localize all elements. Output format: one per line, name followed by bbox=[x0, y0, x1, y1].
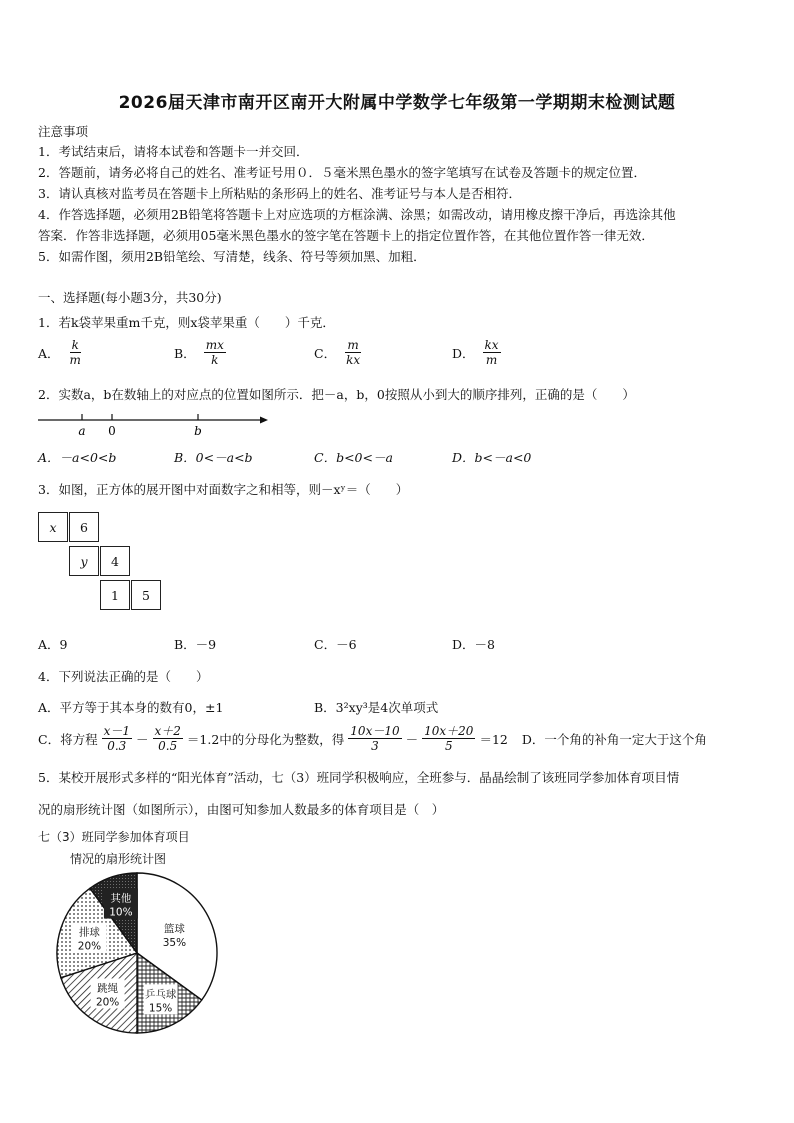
pie-value-label: 10% bbox=[109, 906, 133, 919]
net-cell: 5 bbox=[131, 580, 161, 610]
notice-item: 5．如需作图，须用2B铅笔绘、写清楚，线条、符号等须加黑、加粗． bbox=[38, 249, 426, 264]
option-text: ＝1.2中的分母化为整数，得 bbox=[186, 731, 345, 747]
numerator: kx bbox=[484, 338, 499, 352]
notice-item: 3．请认真核对监考员在答题卡上所粘贴的条形码上的姓名、准考证号与本人是否相符． bbox=[38, 186, 521, 201]
question-5-stem-cont: 况的扇形统计图（如图所示），由图可知参加人数最多的体育项目是（ ） bbox=[38, 802, 445, 817]
fraction bbox=[483, 338, 501, 367]
question-4-stem: 4．下列说法正确的是（ ） bbox=[38, 669, 209, 684]
pie-chart bbox=[52, 868, 222, 1038]
numerator: k bbox=[71, 338, 79, 352]
q2-option-c: C．b<0<－a bbox=[314, 450, 393, 465]
pie-category-label: 跳绳 bbox=[97, 982, 119, 995]
q2-option-a: A．－a<0<b bbox=[38, 450, 117, 465]
net-cell: y bbox=[69, 546, 99, 576]
fraction bbox=[153, 724, 183, 753]
chart-title-line1: 七（3）班同学参加体育项目 bbox=[38, 830, 190, 844]
minus-sign: － bbox=[405, 731, 419, 747]
numerator: 10x＋20 bbox=[424, 724, 474, 738]
question-2-stem: 2．实数a，b在数轴上的对应点的位置如图所示．把－a，b，0按照从小到大的顺序排列，正确的是（ ） bbox=[38, 387, 635, 402]
net-cell: 1 bbox=[100, 580, 130, 610]
option-label: C． bbox=[314, 345, 337, 361]
fraction bbox=[102, 724, 132, 753]
numerator: x－1 bbox=[103, 724, 130, 738]
pie-value-label: 20% bbox=[77, 940, 102, 953]
q1-option-b bbox=[174, 338, 226, 367]
question-5-stem: 5．某校开展形式多样的“阳光体育”活动，七（3）班同学积极响应，全班参与．晶晶绘制了该班同学参加体育项目情 bbox=[38, 770, 680, 785]
net-cell: x bbox=[38, 512, 68, 542]
axis-label-0: 0 bbox=[108, 424, 116, 438]
denominator: m bbox=[485, 353, 498, 367]
minus-sign: － bbox=[135, 731, 149, 747]
pie-category-label: 篮球 bbox=[163, 922, 185, 935]
pie-value-label: 20% bbox=[95, 996, 120, 1009]
net-cell: 6 bbox=[69, 512, 99, 542]
denominator: 5 bbox=[444, 739, 453, 753]
page-title: 2026届天津市南开区南开大附属中学数学七年级第一学期期末检测试题 bbox=[118, 93, 676, 113]
question-3-stem: 3．如图，正方体的展开图中对面数字之和相等，则－xʸ＝（ ） bbox=[38, 482, 409, 497]
fraction bbox=[422, 724, 475, 753]
axis-label-b: b bbox=[194, 424, 202, 438]
number-line bbox=[34, 408, 274, 442]
option-label: D． bbox=[452, 345, 475, 361]
option-text: C．将方程 bbox=[38, 731, 98, 747]
numerator: m bbox=[347, 338, 359, 352]
fraction bbox=[344, 338, 362, 367]
axis-arrow bbox=[260, 417, 268, 424]
option-label: B． bbox=[174, 345, 196, 361]
q3-option-d: D．－8 bbox=[452, 637, 495, 652]
denominator: 0.3 bbox=[107, 739, 127, 753]
pie-value-label: 15% bbox=[148, 1002, 173, 1015]
pie-category-label: 其他 bbox=[110, 892, 132, 905]
fraction bbox=[348, 724, 401, 753]
pie-value-label: 35% bbox=[162, 936, 187, 949]
q2-option-d: D．b<－a<0 bbox=[452, 450, 532, 465]
fraction bbox=[204, 338, 226, 367]
denominator: m bbox=[69, 353, 81, 367]
fraction bbox=[68, 338, 83, 367]
numerator: x＋2 bbox=[154, 724, 181, 738]
pie-category-label: 排球 bbox=[78, 926, 100, 939]
q4-option-a: A．平方等于其本身的数有0，±1 bbox=[38, 700, 224, 715]
numerator: mx bbox=[205, 338, 224, 352]
q4-option-d: D．一个角的补角一定大于这个角 bbox=[521, 731, 707, 747]
notice-heading: 注意事项 bbox=[38, 124, 89, 139]
q3-option-b: B．－9 bbox=[174, 637, 217, 652]
option-text: ＝12 bbox=[479, 731, 508, 747]
q1-option-c bbox=[314, 338, 362, 367]
q1-option-d bbox=[452, 338, 501, 367]
axis-label-a: a bbox=[78, 424, 86, 438]
denominator: k bbox=[211, 353, 219, 367]
notice-item: 答案．作答非选择题，必须用05毫米黑色墨水的签字笔在答题卡上的指定位置作答，在其他位置作答一律无效． bbox=[38, 228, 654, 243]
net-cell: 4 bbox=[100, 546, 130, 576]
section-heading: 一、选择题(每小题3分，共30分) bbox=[38, 290, 222, 305]
question-1-stem: 1．若k袋苹果重m千克，则x袋苹果重（ ）千克． bbox=[38, 315, 335, 330]
q1-option-a bbox=[38, 338, 83, 367]
denominator: kx bbox=[346, 353, 361, 367]
q2-option-b: B．0<－a<b bbox=[174, 450, 253, 465]
chart-title-line2: 情况的扇形统计图 bbox=[70, 852, 167, 866]
notice-item: 1．考试结束后，请将本试卷和答题卡一并交回． bbox=[38, 144, 309, 159]
q4-option-b: B．3²xy³是4次单项式 bbox=[314, 700, 439, 715]
notice-item: 2．答题前，请务必将自己的姓名、准考证号用０．５毫米黑色墨水的签字笔填写在试卷及答题卡的规定位置． bbox=[38, 165, 646, 180]
option-label: A． bbox=[38, 345, 60, 361]
q3-option-a: A．9 bbox=[38, 637, 68, 652]
q4-option-c bbox=[38, 724, 707, 753]
q3-option-c: C．－6 bbox=[314, 637, 357, 652]
pie-category-label: 乒乓球 bbox=[144, 988, 177, 1001]
denominator: 3 bbox=[371, 739, 379, 753]
denominator: 0.5 bbox=[158, 739, 178, 753]
notice-item: 4．作答选择题，必须用2B铅笔将答题卡上对应选项的方框涂满、涂黑；如需改动，请用橡皮擦干净后，再选涂其他 bbox=[38, 207, 676, 222]
numerator: 10x－10 bbox=[350, 724, 400, 738]
